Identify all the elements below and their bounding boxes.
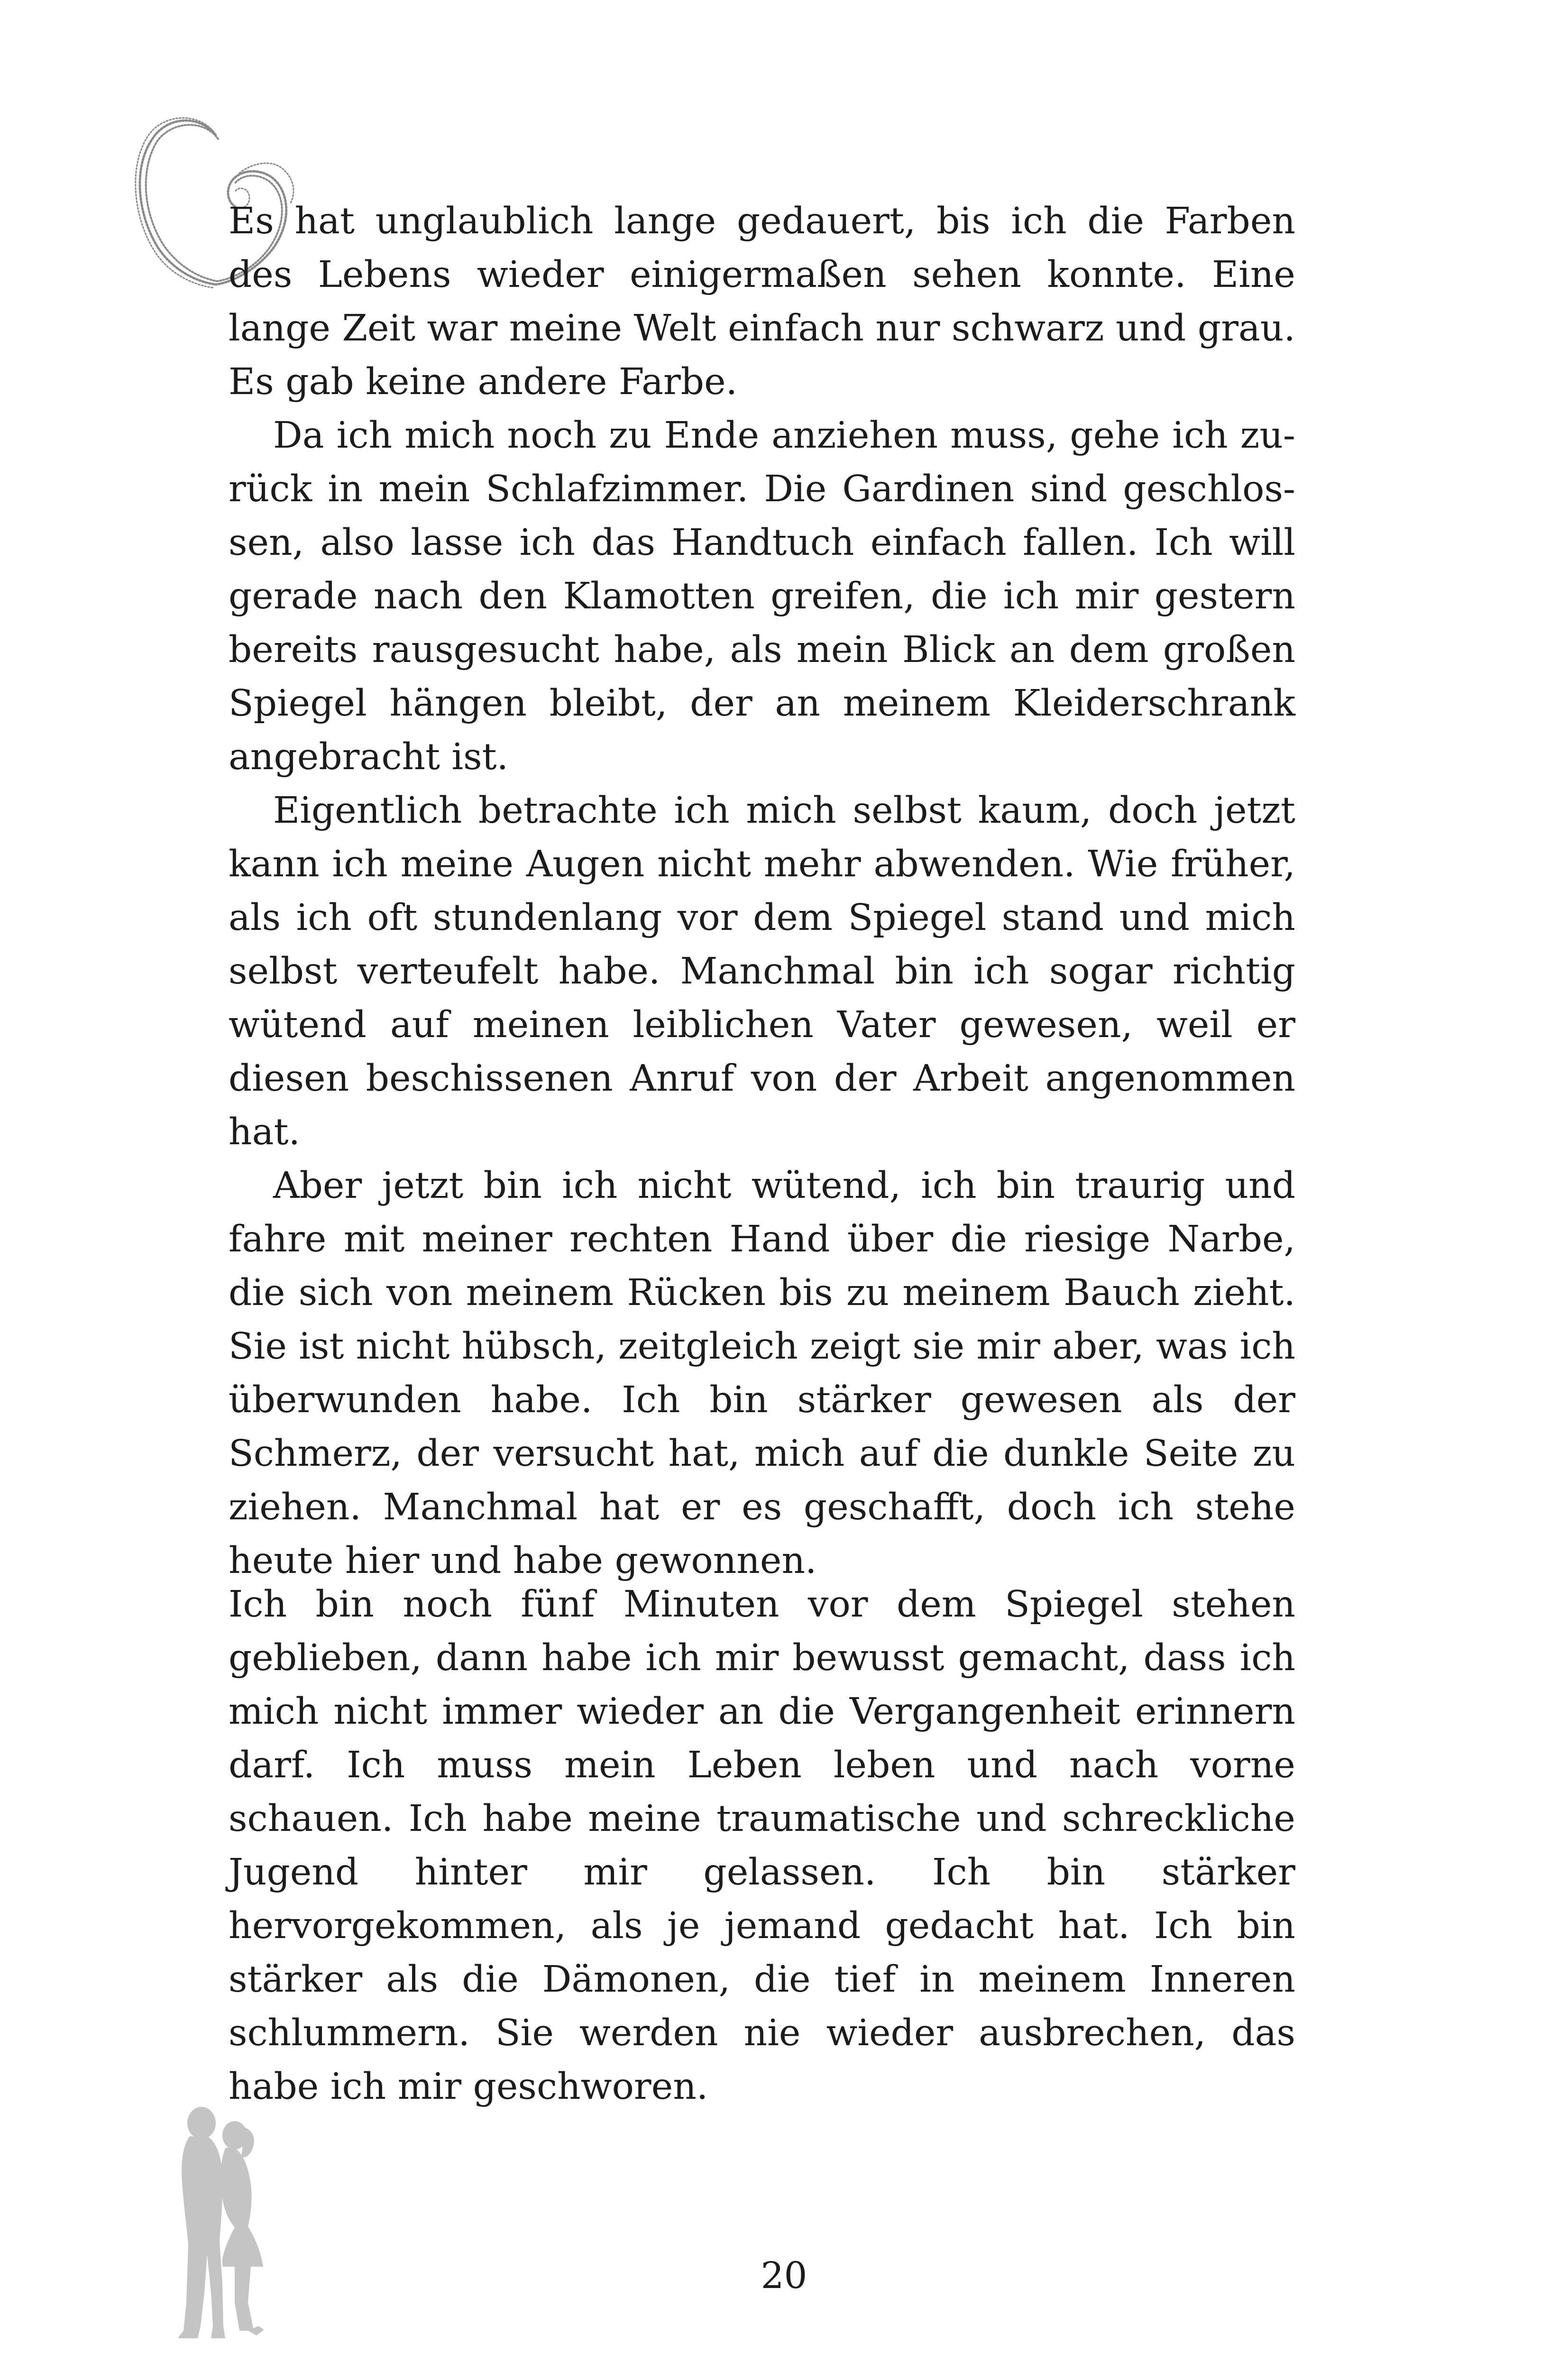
body-text-section-1 <box>229 194 1295 1588</box>
paragraph: Eigentlich betrachte ich mich selbst kaum, doch jetzt kann ich meine Augen nicht mehr abwenden. Wie früher, als ich oft stundenlang vor dem Spiegel stand und mich selbst verteufelt habe. Manchmal bin ich sogar richtig wütend auf meinen leiblichen Vater gewesen, weil er diesen beschissenen Anruf von der Arbeit angenommen hat. <box>229 790 1295 1153</box>
paragraph: Da ich mich noch zu Ende anziehen muss, gehe ich zurück in mein Schlafzimmer. Die Gardinen sind geschlossen, also lasse ich das Handtuch einfach fallen. Ich will gerade nach den Klamotten greifen, die ich mir gestern bereits rausgesucht habe, als mein Blick an dem großen Spiegel hängen bleibt, der an meinem Kleiderschrank angebracht ist. <box>229 414 1295 778</box>
paragraph: Es hat unglaublich lange gedauert, bis ich die Farben des Lebens wieder einigermaßen sehen konnte. Eine lange Zeit war meine Welt einfach nur schwarz und grau. Es gab keine andere Farbe. <box>229 200 1295 403</box>
page-number: 20 <box>761 2255 807 2297</box>
kissing-couple-silhouette-icon <box>164 2103 287 2340</box>
paragraph: Aber jetzt bin ich nicht wütend, ich bin traurig und fahre mit meiner rechten Hand über die riesige Narbe, die sich von meinem Rücken bis zu meinem Bauch zieht. Sie ist nicht hübsch, zeitgleich zeigt sie mir aber, was ich überwunden habe. Ich bin stärker gewesen als der Schmerz, der versucht hat, mich auf die dunkle Seite zu ziehen. Manchmal hat er es geschafft, doch ich stehe heute hier und habe gewonnen. <box>229 1165 1295 1582</box>
paragraph: Ich bin noch fünf Minuten vor dem Spiegel stehen geblieben, dann habe ich mir bewusst gemacht, dass ich mich nicht immer wieder an die Vergangenheit erinnern darf. Ich muss mein Leben leben und nach vorne schauen. Ich habe meine traumatische und schreckliche Jugend hinter mir gelassen. Ich bin stärker hervorgekommen, als je jemand gedacht hat. Ich bin stärker als die Dämonen, die tief in meinem Inneren schlummern. Sie werden nie wieder ausbrechen, das habe ich mir geschworen. <box>229 1583 1295 2108</box>
body-text-section-2 <box>229 1578 1295 2114</box>
